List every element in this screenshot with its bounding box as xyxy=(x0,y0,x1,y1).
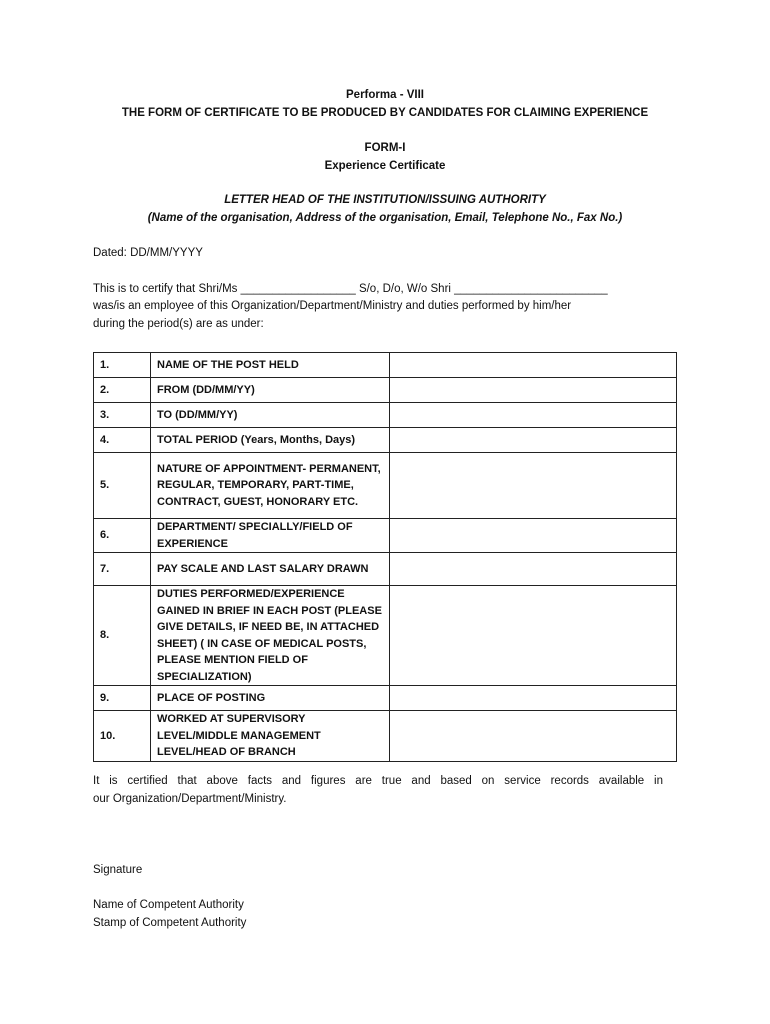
document-title: THE FORM OF CERTIFICATE TO BE PRODUCED BY CANDIDATES FOR CLAIMING EXPERIENCE xyxy=(121,107,649,119)
row-label: NAME OF THE POST HELD xyxy=(151,353,390,378)
table-row xyxy=(94,453,677,519)
form-number: FORM-I xyxy=(364,142,406,154)
table-row xyxy=(94,686,677,711)
row-number: 3. xyxy=(94,403,151,428)
row-number: 8. xyxy=(94,586,151,686)
row-label: PAY SCALE AND LAST SALARY DRAWN xyxy=(151,553,390,586)
table-row xyxy=(94,711,677,762)
table-row xyxy=(94,519,677,553)
form-name: Experience Certificate xyxy=(324,160,446,172)
row-label: NATURE OF APPOINTMENT- PERMANENT, REGULAR, TEMPORARY, PART-TIME, CONTRACT, GUEST, HONORARY ETC. xyxy=(151,453,390,519)
table-row xyxy=(94,428,677,453)
table-row xyxy=(94,586,677,686)
intro-line-1: This is to certify that Shri/Ms __________________ S/o, D/o, W/o Shri ________________________ xyxy=(93,283,608,295)
row-label: DEPARTMENT/ SPECIALLY/FIELD OF EXPERIENCE xyxy=(151,519,390,553)
row-label: WORKED AT SUPERVISORY LEVEL/MIDDLE MANAGEMENT LEVEL/HEAD OF BRANCH xyxy=(151,711,390,762)
certification-line-2: our Organization/Department/Ministry. xyxy=(93,793,287,805)
row-value-field[interactable] xyxy=(390,353,677,378)
row-label: DUTIES PERFORMED/EXPERIENCE GAINED IN BRIEF IN EACH POST (PLEASE GIVE DETAILS, IF NEED BE, IN ATTACHED SHEET) ( IN CASE OF MEDICAL POSTS, PLEASE MENTION FIELD OF SPECIALIZATION) xyxy=(151,586,390,686)
authority-name-label: Name of Competent Authority xyxy=(93,899,244,911)
row-value-field[interactable] xyxy=(390,428,677,453)
row-value-field[interactable] xyxy=(390,686,677,711)
row-label: TOTAL PERIOD (Years, Months, Days) xyxy=(151,428,390,453)
intro-line-2: was/is an employee of this Organization/Department/Ministry and duties performed by him/her xyxy=(93,300,572,312)
experience-table xyxy=(93,352,677,762)
table-row xyxy=(94,553,677,586)
intro-line-3: during the period(s) are as under: xyxy=(93,318,264,330)
table-row xyxy=(94,353,677,378)
row-number: 10. xyxy=(94,711,151,762)
row-number: 7. xyxy=(94,553,151,586)
row-label: PLACE OF POSTING xyxy=(151,686,390,711)
certification-line-1: It is certified that above facts and figures are true and based on service records available in xyxy=(93,775,663,787)
row-value-field[interactable] xyxy=(390,586,677,686)
table-row xyxy=(94,378,677,403)
row-value-field[interactable] xyxy=(390,378,677,403)
signature-label: Signature xyxy=(93,864,143,876)
table-row xyxy=(94,403,677,428)
letterhead-details: (Name of the organisation, Address of the organisation, Email, Telephone No., Fax No.) xyxy=(147,212,623,224)
row-number: 4. xyxy=(94,428,151,453)
dated-line: Dated: DD/MM/YYYY xyxy=(93,247,203,259)
performa-label: Performa - VIII xyxy=(346,89,424,101)
letterhead-heading: LETTER HEAD OF THE INSTITUTION/ISSUING AUTHORITY xyxy=(224,194,546,206)
row-number: 5. xyxy=(94,453,151,519)
row-number: 6. xyxy=(94,519,151,553)
row-value-field[interactable] xyxy=(390,711,677,762)
row-value-field[interactable] xyxy=(390,553,677,586)
row-label: FROM (DD/MM/YY) xyxy=(151,378,390,403)
row-number: 9. xyxy=(94,686,151,711)
row-value-field[interactable] xyxy=(390,403,677,428)
row-label: TO (DD/MM/YY) xyxy=(151,403,390,428)
row-value-field[interactable] xyxy=(390,519,677,553)
row-number: 1. xyxy=(94,353,151,378)
row-number: 2. xyxy=(94,378,151,403)
row-value-field[interactable] xyxy=(390,453,677,519)
authority-stamp-label: Stamp of Competent Authority xyxy=(93,917,247,929)
